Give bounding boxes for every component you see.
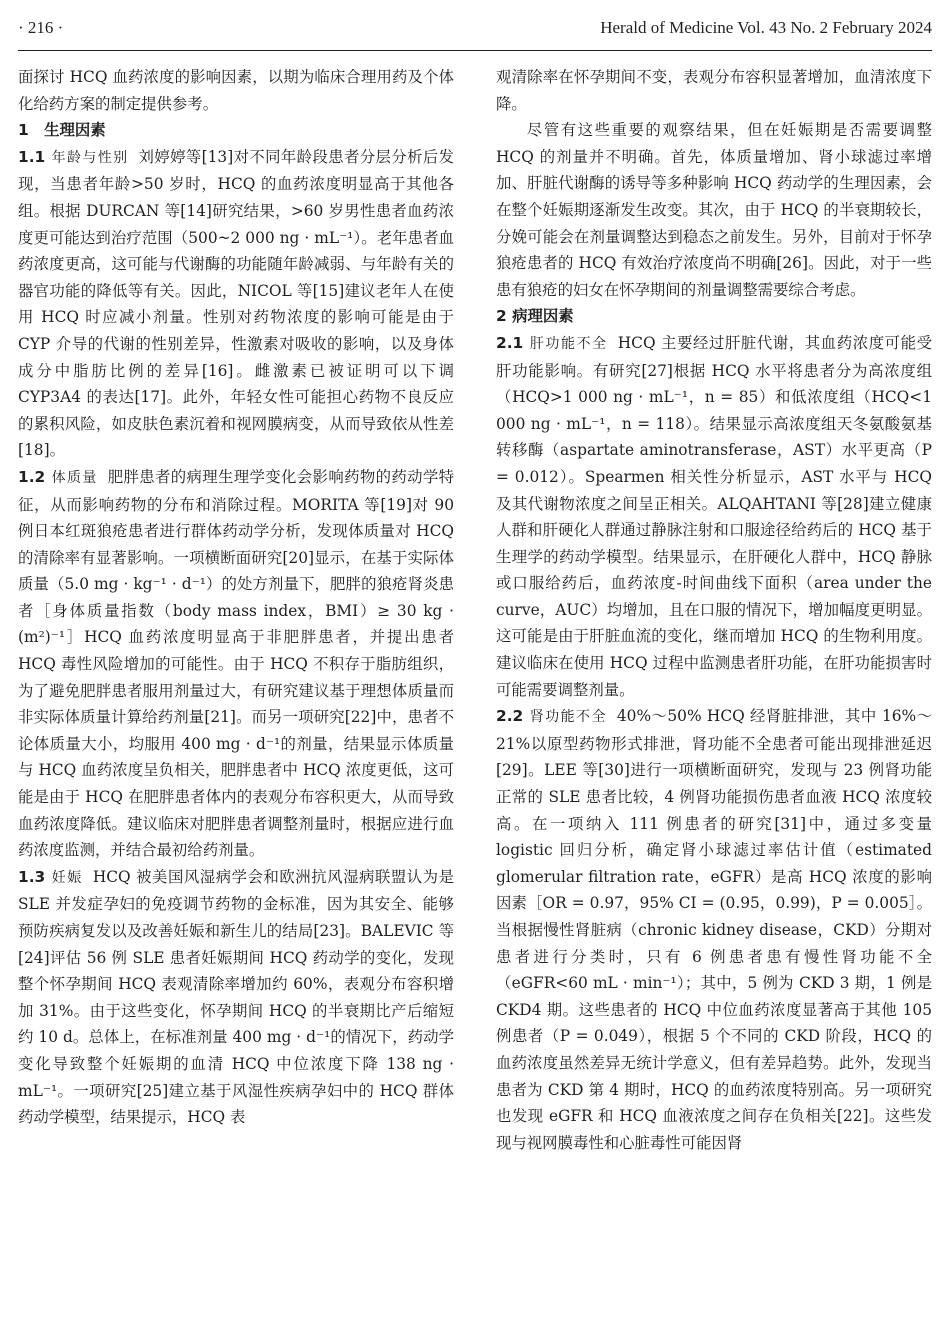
intro-continuation: 面探讨 HCQ 血药浓度的影响因素，以期为临床合理用药及个体化给药方案的制定提供参考。 xyxy=(18,68,454,113)
section-2-2-text: 40%～50% HCQ 经肾脏排泄，其中 16%～21%以原型药物形式排泄，肾功能不全患者可能出现排泄延迟[29]。LEE 等[30]进行一项横断面研究，发现与 23 例肾功能正常的 SLE 患者比较，4 例肾功能损伤患者血液 HCQ 浓度较高。在一项纳入 111 例患者的研究[31]中，通过多变量 logistic 回归分析，确定肾小球滤过率估计值（estimated glomerular filtration rate，eGFR）是高 HCQ 浓度的影响因素［OR = 0.97，95% CI = (0.95，0.99)，P = 0.005］。当根据慢性肾脏病（chronic kidney disease，CKD）分期对患者进行分类时，只有 6 例患者患有慢性肾功能不全（eGFR<60 mL · min⁻¹）；其中，5 例为 CKD 3 期，1 例是 CKD4 期。这些患者的 HCQ 中位血药浓度显著高于其他 105 例患者（P = 0.049），根据 5 个不同的 CKD 阶段，HCQ 的血药浓度虽然差异无统计学意义，但有差异趋势。此外，发现当患者为 CKD 第 4 期时，HCQ 的血药浓度特别高。另一项研究也发现 eGFR 和 HCQ 血液浓度之间存在负相关[22]。这些发现与视网膜毒性和心脏毒性可能因肾 xyxy=(496,707,933,1152)
section-1-1-number: 1.1 xyxy=(18,147,46,166)
section-1-heading: 1 生理因素 xyxy=(18,121,106,140)
section-1-1-text: 刘婷婷等[13]对不同年龄段患者分层分析后发现，当患者年龄>50 岁时，HCQ 的血药浓度明显高于其他各组。根据 DURCAN 等[14]研究结果，>60 岁男性患者血药浓度更可能达到治疗范围（500~2 000 ng · mL⁻¹）。老年患者血药浓度更高，这可能与代谢酶的功能随年龄减弱、与年龄有关的器官功能的降低等有关。因此，NICOL 等[15]建议老年人在使用 HCQ 时应减小剂量。性别对药物浓度的影响可能是由于 CYP 介导的代谢的性别差异，性激素对吸收的影响，以及身体成分中脂肪比例的差异[16]。雌激素已被证明可以下调 CYP3A4 的表达[17]。此外，年轻女性可能担心药物不良反应的累积风险，如皮肤色素沉着和视网膜病变，从而导致依从性差[18]。 xyxy=(18,147,455,460)
section-1-3-number: 1.3 xyxy=(18,867,46,886)
page-number: · 216 · xyxy=(18,18,64,37)
section-1-1-title: 年龄与性别 xyxy=(51,149,129,166)
section-1-2 xyxy=(18,464,454,864)
right-column xyxy=(496,64,932,1156)
pregnancy-dose-paragraph: 尽管有这些重要的观察结果，但在妊娠期是否需要调整 HCQ 的剂量并不明确。首先，体质量增加、肾小球滤过率增加、肝脏代谢酶的诱导等多种影响 HCQ 药动学的生理因素，会在整个妊娠期逐渐发生改变。其次，由于 HCQ 的半衰期较长，分娩可能会在剂量调整达到稳态之前发生。另外，目前对于怀孕狼疮患者的 HCQ 有效治疗浓度尚不明确[26]。因此，对于一些患有狼疮的妇女在怀孕期间的剂量调整需要综合考虑。 xyxy=(496,121,932,299)
section-1-2-text: 肥胖患者的病理生理学变化会影响药物的药动学特征，从而影响药物的分布和消除过程。MORITA 等[19]对 90 例日本红斑狼疮患者进行群体药动学分析，发现体质量对 HCQ 的清除率有显著影响。一项横断面研究[20]显示，在基于实际体质量（5.0 mg · kg⁻¹ · d⁻¹）的处方剂量下，肥胖的狼疮肾炎患者［身体质量指数（body mass index，BMI）≥ 30 kg · (m²)⁻¹］HCQ 血药浓度明显高于非肥胖患者，并提出患者 HCQ 毒性风险增加的可能性。由于 HCQ 不积存于脂肪组织，为了避免肥胖患者服用剂量过大，有研究建议基于理想体质量而非实际体质量计算给药剂量[21]。而另一项研究[22]中，患者不论体质量大小，均服用 400 mg · d⁻¹的剂量，结果显示体质量与 HCQ 血药浓度呈负相关，肥胖患者中 HCQ 浓度更低，这可能是由于 HCQ 在肥胖患者体内的表观分布容积更大，从而导致血药浓度降低。建议临床对肥胖患者调整剂量时，根据应进行血药浓度监测，并结合最初给药剂量。 xyxy=(18,467,454,860)
section-2-1-title: 肝功能不全 xyxy=(529,335,608,352)
section-2-2-title: 肾功能不全 xyxy=(529,709,607,726)
section-2-1 xyxy=(496,330,932,703)
journal-citation: Herald of Medicine Vol. 43 No. 2 February 2024 xyxy=(600,18,932,37)
section-1-2-number: 1.2 xyxy=(18,467,46,486)
page-header xyxy=(18,16,932,42)
section-1-3-title: 妊娠 xyxy=(51,869,83,886)
section-2-1-text: HCQ 主要经过肝脏代谢，其血药浓度可能受肝功能影响。有研究[27]根据 HCQ 水平将患者分为高浓度组（HCQ>1 000 ng · mL⁻¹，n = 85）和低浓度组（HCQ<1 000 ng · mL⁻¹，n = 118）。结果显示高浓度组天冬氨酸氨基转移酶（aspartate aminotransferase，AST）水平更高（P = 0.012）。Spearmen 相关性分析显示，AST 水平与 HCQ 及其代谢物浓度之间呈正相关。ALQAHTANI 等[28]建立健康人群和肝硬化人群通过静脉注射和口服途径给药后的 HCQ 基于生理学的药动学模型。结果显示，在肝硬化人群中，HCQ 静脉或口服给药后，血药浓度-时间曲线下面积（area under the curve，AUC）均增加，且在口服的情况下，增加幅度更明显。这可能是由于肝脏血流的变化，继而增加 HCQ 的生物利用度。建议临床在使用 HCQ 过程中监测患者肝功能，在肝功能损害时可能需要调整剂量。 xyxy=(496,333,932,699)
section-2-1-number: 2.1 xyxy=(496,333,524,352)
section-1-2-title: 体质量 xyxy=(51,469,98,486)
section-1-3 xyxy=(18,864,454,1131)
section-1-1 xyxy=(18,144,454,464)
section-1-3-text: HCQ 被美国风湿病学会和欧洲抗风湿病联盟认为是 SLE 并发症孕妇的免疫调节药物的金标准，因为其安全、能够预防疾病复发以及改善妊娠和新生儿的结局[23]。BALEVIC 等[24]评估 56 例 SLE 患者妊娠期间 HCQ 药动学的变化，发现整个怀孕期间 HCQ 表观清除率增加约 60%，表观分布容积增加 31%。由于这些变化，怀孕期间 HCQ 的半衰期比产后缩短约 10 d。总体上，在标准剂量 400 mg · d⁻¹的情况下，药动学变化导致整个妊娠期的血清 HCQ 中位浓度下降 138 ng · mL⁻¹。一项研究[25]建立基于风湿性疾病孕妇中的 HCQ 群体药动学模型，结果提示，HCQ 表 xyxy=(18,867,454,1127)
section-2-2-number: 2.2 xyxy=(496,707,524,726)
header-rule xyxy=(18,50,932,51)
pregnancy-continuation: 观清除率在怀孕期间不变，表观分布容积显著增加，血清浓度下降。 xyxy=(496,68,932,113)
left-column xyxy=(18,64,454,1131)
section-2-2 xyxy=(496,703,932,1156)
section-2-heading: 2 病理因素 xyxy=(496,307,574,326)
